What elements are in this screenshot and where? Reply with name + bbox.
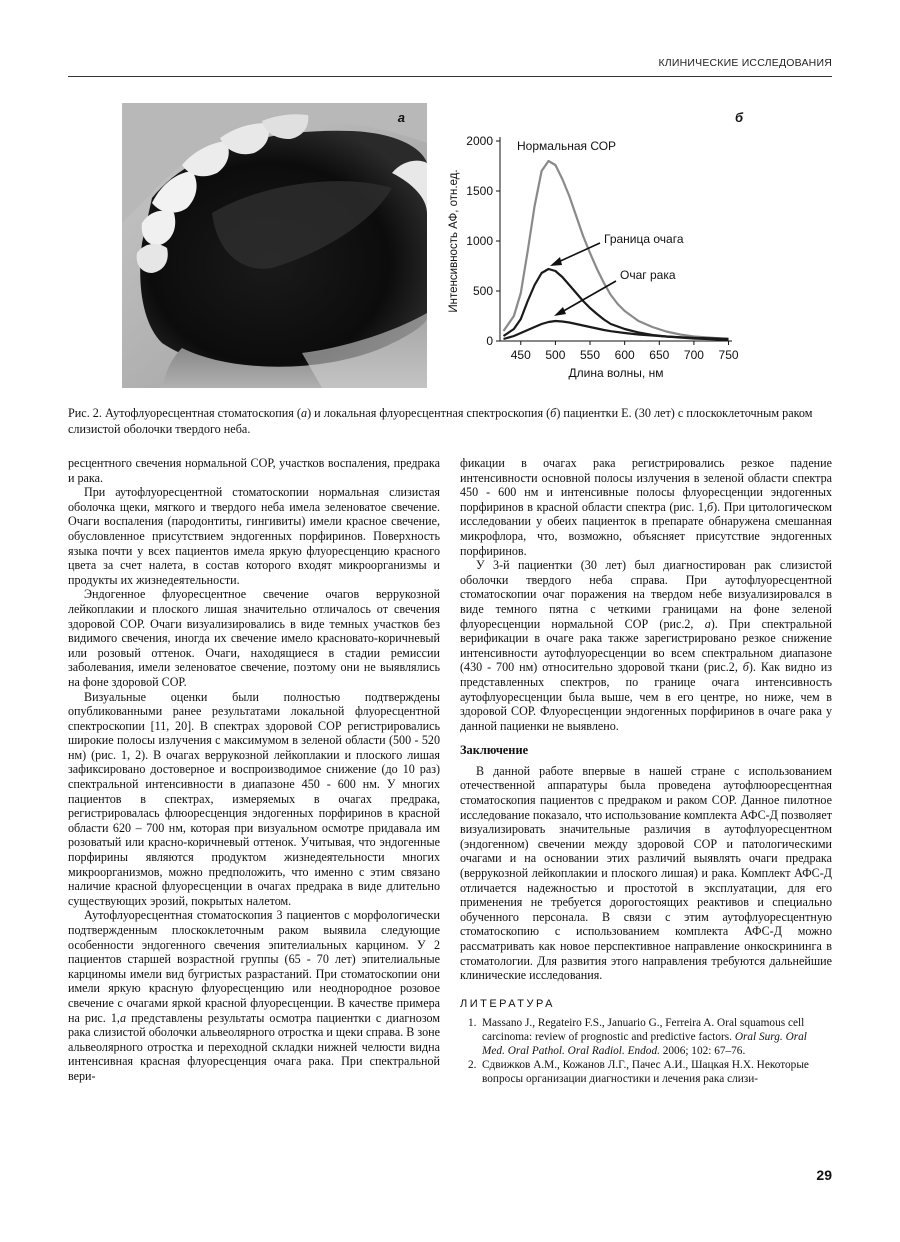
references-list: [460, 1017, 832, 1086]
x-tick-label: 450: [510, 348, 531, 362]
arrow-border-head: [550, 257, 562, 266]
x-tick-label: 500: [545, 348, 566, 362]
caption-lead: Рис. 2. Аутофлуоресцентная стоматоскопия (: [68, 406, 301, 420]
x-tick-label: 600: [614, 348, 635, 362]
left-paragraph-5: [68, 908, 440, 1083]
right-p1-lead: фикации в очагах рака регистрировались резкое падение интенсивности основной полосы излучения в зеленой области спектра 450 - 600 нм и интенсивные полосы флуоресценции эндогенных порфиринов в красной области спектра (рис. 1,: [460, 456, 832, 514]
x-tick-label: 650: [649, 348, 670, 362]
y-tick-label: 2000: [466, 134, 493, 148]
annotation-border: Граница очага: [604, 232, 684, 246]
caption-a: а: [300, 406, 308, 420]
panel-b-letter: б: [734, 110, 743, 125]
caption-mid: ) и локальная флуоресцентная спектроскопия (: [307, 406, 551, 420]
y-tick-label: 1000: [466, 234, 493, 248]
panel-a-letter: а: [397, 110, 405, 125]
right-p2-mid: ). При спектральной верификации в очаге рака также зарегистрировано резкое снижение интенсивности аутофлуоресценции во всем спектральном диапазоне (430 - 700 нм) относительно здоровой ткани (рис.2,: [460, 616, 832, 675]
arrow-cancer-head: [554, 307, 566, 316]
x-axis-label: Длина волны, нм: [568, 366, 664, 380]
caption-b: б: [550, 406, 557, 420]
left-paragraph-3: Эндогенное флуоресцентное свечение очагов веррукозной лейкоплакии и плоского лишая значительно отличалось от свечения здоровой СОР. Очаги визуализировались в виде темных участков без видимого свечения, иногда их свечение имело красновато-коричневый или розовый оттенок. Очаги, находящиеся в стадии ремиссии заболевания, имели зеленоватое свечение, поэтому они не выявлялись на фоне здоровой СОР.: [68, 587, 440, 689]
page-number: 29: [816, 1167, 832, 1183]
figure-caption: [68, 405, 832, 437]
y-tick-label: 500: [472, 284, 493, 298]
reference-text: Massano J., Regateiro F.S., Januario G., Ferreira A. Oral squamous cell carcinoma: review of prognostic and predictive factors.: [482, 1017, 805, 1043]
x-tick-label: 700: [683, 348, 704, 362]
y-axis-label: Интенсивность АФ, отн.ед.: [448, 169, 460, 313]
right-p2-italic-1: а: [704, 616, 711, 631]
right-paragraph-2: [460, 558, 832, 733]
left-column: [68, 456, 440, 1156]
header-rule: [68, 76, 832, 77]
right-p2-italic-2: б: [742, 660, 749, 675]
series-line-1: [504, 161, 729, 339]
arrow-cancer-line: [560, 281, 616, 313]
reference-tail: 2006; 102: 67–76.: [659, 1044, 746, 1057]
reference-text: Сдвижков А.М., Кожанов Л.Г., Пачес А.И., Шацкая Н.Х. Некоторые вопросы организации диагностики и лечения рака слизи-: [482, 1059, 809, 1085]
left-paragraph-2: При аутофлуоресцентной стоматоскопии нормальная слизистая оболочка щеки, мягкого и твердого неба имела зеленоватое свечение. Очаги воспаления (пародонтиты, гингивиты) имели красное свечение, обусловленное присутствием эндогенных порфиринов. Поверхность языка почти у всех пациентов имела яркую флуоресценцию красного цвета за счет налета, в состав которого входят микроорганизмы и продукты их жизнедеятельности.: [68, 485, 440, 587]
left-p5-italic: а: [119, 1010, 127, 1025]
right-paragraph-1: [460, 456, 832, 558]
reference-item-2: [460, 1059, 832, 1086]
right-p2-tail: ). Как видно из представленных спектров, по границе очага интенсивность аутофлуоресценции была выше, чем в его центре, но ниже, чем в здоровой СОР. Флуоресценции эндогенных порфиринов в очаге рака у данной пациенки не выявлено.: [460, 660, 832, 733]
reference-item-1: [460, 1017, 832, 1058]
figure-panel-a-photo: [122, 103, 427, 388]
right-p1-italic: б: [707, 499, 714, 514]
right-p2-lead: У 3-й пациентки (30 лет) был диагностирован рак слизистой оболочки твердого неба справа. При аутофлуоресцентной стоматоскопии очаг поражения на твердом небе визуализировался в виде темного пятна с четкими границами на фоне зеленой флуоресценции нормальной СОР (рис.2,: [460, 558, 832, 631]
left-p5-lead: Аутофлуоресцентная стоматоскопия 3 пациентов с морфологически подтвержденным плоскоклеточным раком выявила следующие особенности эндогенного свечения эпителиальных карцином. У 2 пациентов старшей возрастной группы (65 - 70 лет) эпителиальные карциномы имели вид бугристых разрастаний. При стоматоскопии они имели яркую красную флуоресценцию или неоднородное розовое свечение с очагами яркой красной флуоресценции. В качестве примера на рис. 1,: [68, 908, 440, 1025]
reference-number: 2.: [468, 1059, 477, 1072]
annotation-normal: Нормальная СОР: [517, 139, 617, 153]
left-paragraph-1: ресцентного свечения нормальной СОР, участков воспаления, предрака и рака.: [68, 456, 440, 485]
right-column: [460, 456, 832, 1176]
left-p5-tail: представлены результаты осмотра пациентки с диагнозом рака слизистой оболочки альвеолярного отростка и щеки справа. В зоне альвеолярного отростка и переходной складки нижней челюсти видна интенсивная красная флуоресценция очага рака. При спектральной вери-: [68, 1010, 440, 1083]
oral-cavity-photo: [122, 103, 427, 388]
x-tick-label: 550: [580, 348, 601, 362]
reference-number: 1.: [468, 1017, 477, 1030]
running-header: КЛИНИЧЕСКИЕ ИССЛЕДОВАНИЯ: [658, 57, 832, 69]
right-p1-tail: ). При цитологическом исследовании у обеих пациенток в препарате обнаружена смешанная микрофлора, что, возможно, объясняет присутствие эндогенных порфиринов.: [460, 499, 833, 558]
y-tick-label: 0: [486, 334, 493, 348]
conclusion-heading: Заключение: [460, 743, 529, 758]
left-paragraph-4: Визуальные оценки были полностью подтверждены опубликованными ранее результатами локальной флуоресцентной спектроскопии [11, 20]. В спектрах здоровой СОР регистрировались широкие полосы излучения с максимумом в зеленой области (500 - 520 нм) (рис. 1, 2). В очагах веррукозной лейкоплакии и плоского лишая зафиксировано достоверное и воспроизводимое снижение (до 10 раз) спектральной интенсивности в диапазоне 450 - 600 нм. У многих пациентов в спектрах, измеряемых в очагах предрака, регистрировалась флюоресценция эндогенных порфиринов в красной области 620 – 700 нм, которая при визуальном осмотре придавала им розоватый или красно-коричневый оттенок. Учитывая, что эндогенные порфирины являются продуктом жизнедеятельности многих микроорганизмов, можно предположить, что именно с этим связано наличие красной флуоресценции в очагах предрака в виде длительно существующих эрозий, покрытых налетом.: [68, 689, 440, 908]
series-line-2: [504, 269, 729, 340]
reference-journal: Oral Surg. Oral Med. Oral Pathol. Oral Radiol. Endod.: [482, 1030, 807, 1057]
conclusion-paragraph: В данной работе впервые в нашей стране с использованием отечественной аппаратуры была проведена аутофлюоресцентная стоматоскопия пациентов с предраком и раком СОР. Данное пилотное исследование показало, что использование комплекта АФС-Д позволяет визуализировать значительные различия в аутофлуоресцентном (эндогенном) свечении между здоровой СОР и патологическими очагами и на основании этих различий выявлять очаги предрака (веррукозной лейкоплакии и плоского лишая) и рака. Комплект АФС-Д отличается надежностью и простотой в эксплуатации, для его применения не требуется дорогостоящих реактивов и специально обученного персонала. В связи с этим аутофлуоресцентную стоматоскопию с использованием комплекта АФС-Д можно рассматривать как новое перспективное направление онкоскрининга в стоматологии. Для развития этого направления требуются дальнейшие клинические исследования.: [460, 763, 832, 983]
references-heading: ЛИТЕРАТУРА: [460, 997, 555, 1010]
figure-panel-b-chart: [432, 103, 765, 388]
y-tick-label: 1500: [466, 184, 493, 198]
annotation-cancer: Очаг рака: [620, 268, 676, 282]
spectrum-chart-svg: [432, 103, 765, 388]
caption-tail: ) пациентки Е. (30 лет) с плоскоклеточным раком слизистой оболочки твердого неба.: [68, 406, 813, 436]
x-tick-label: 750: [718, 348, 739, 362]
